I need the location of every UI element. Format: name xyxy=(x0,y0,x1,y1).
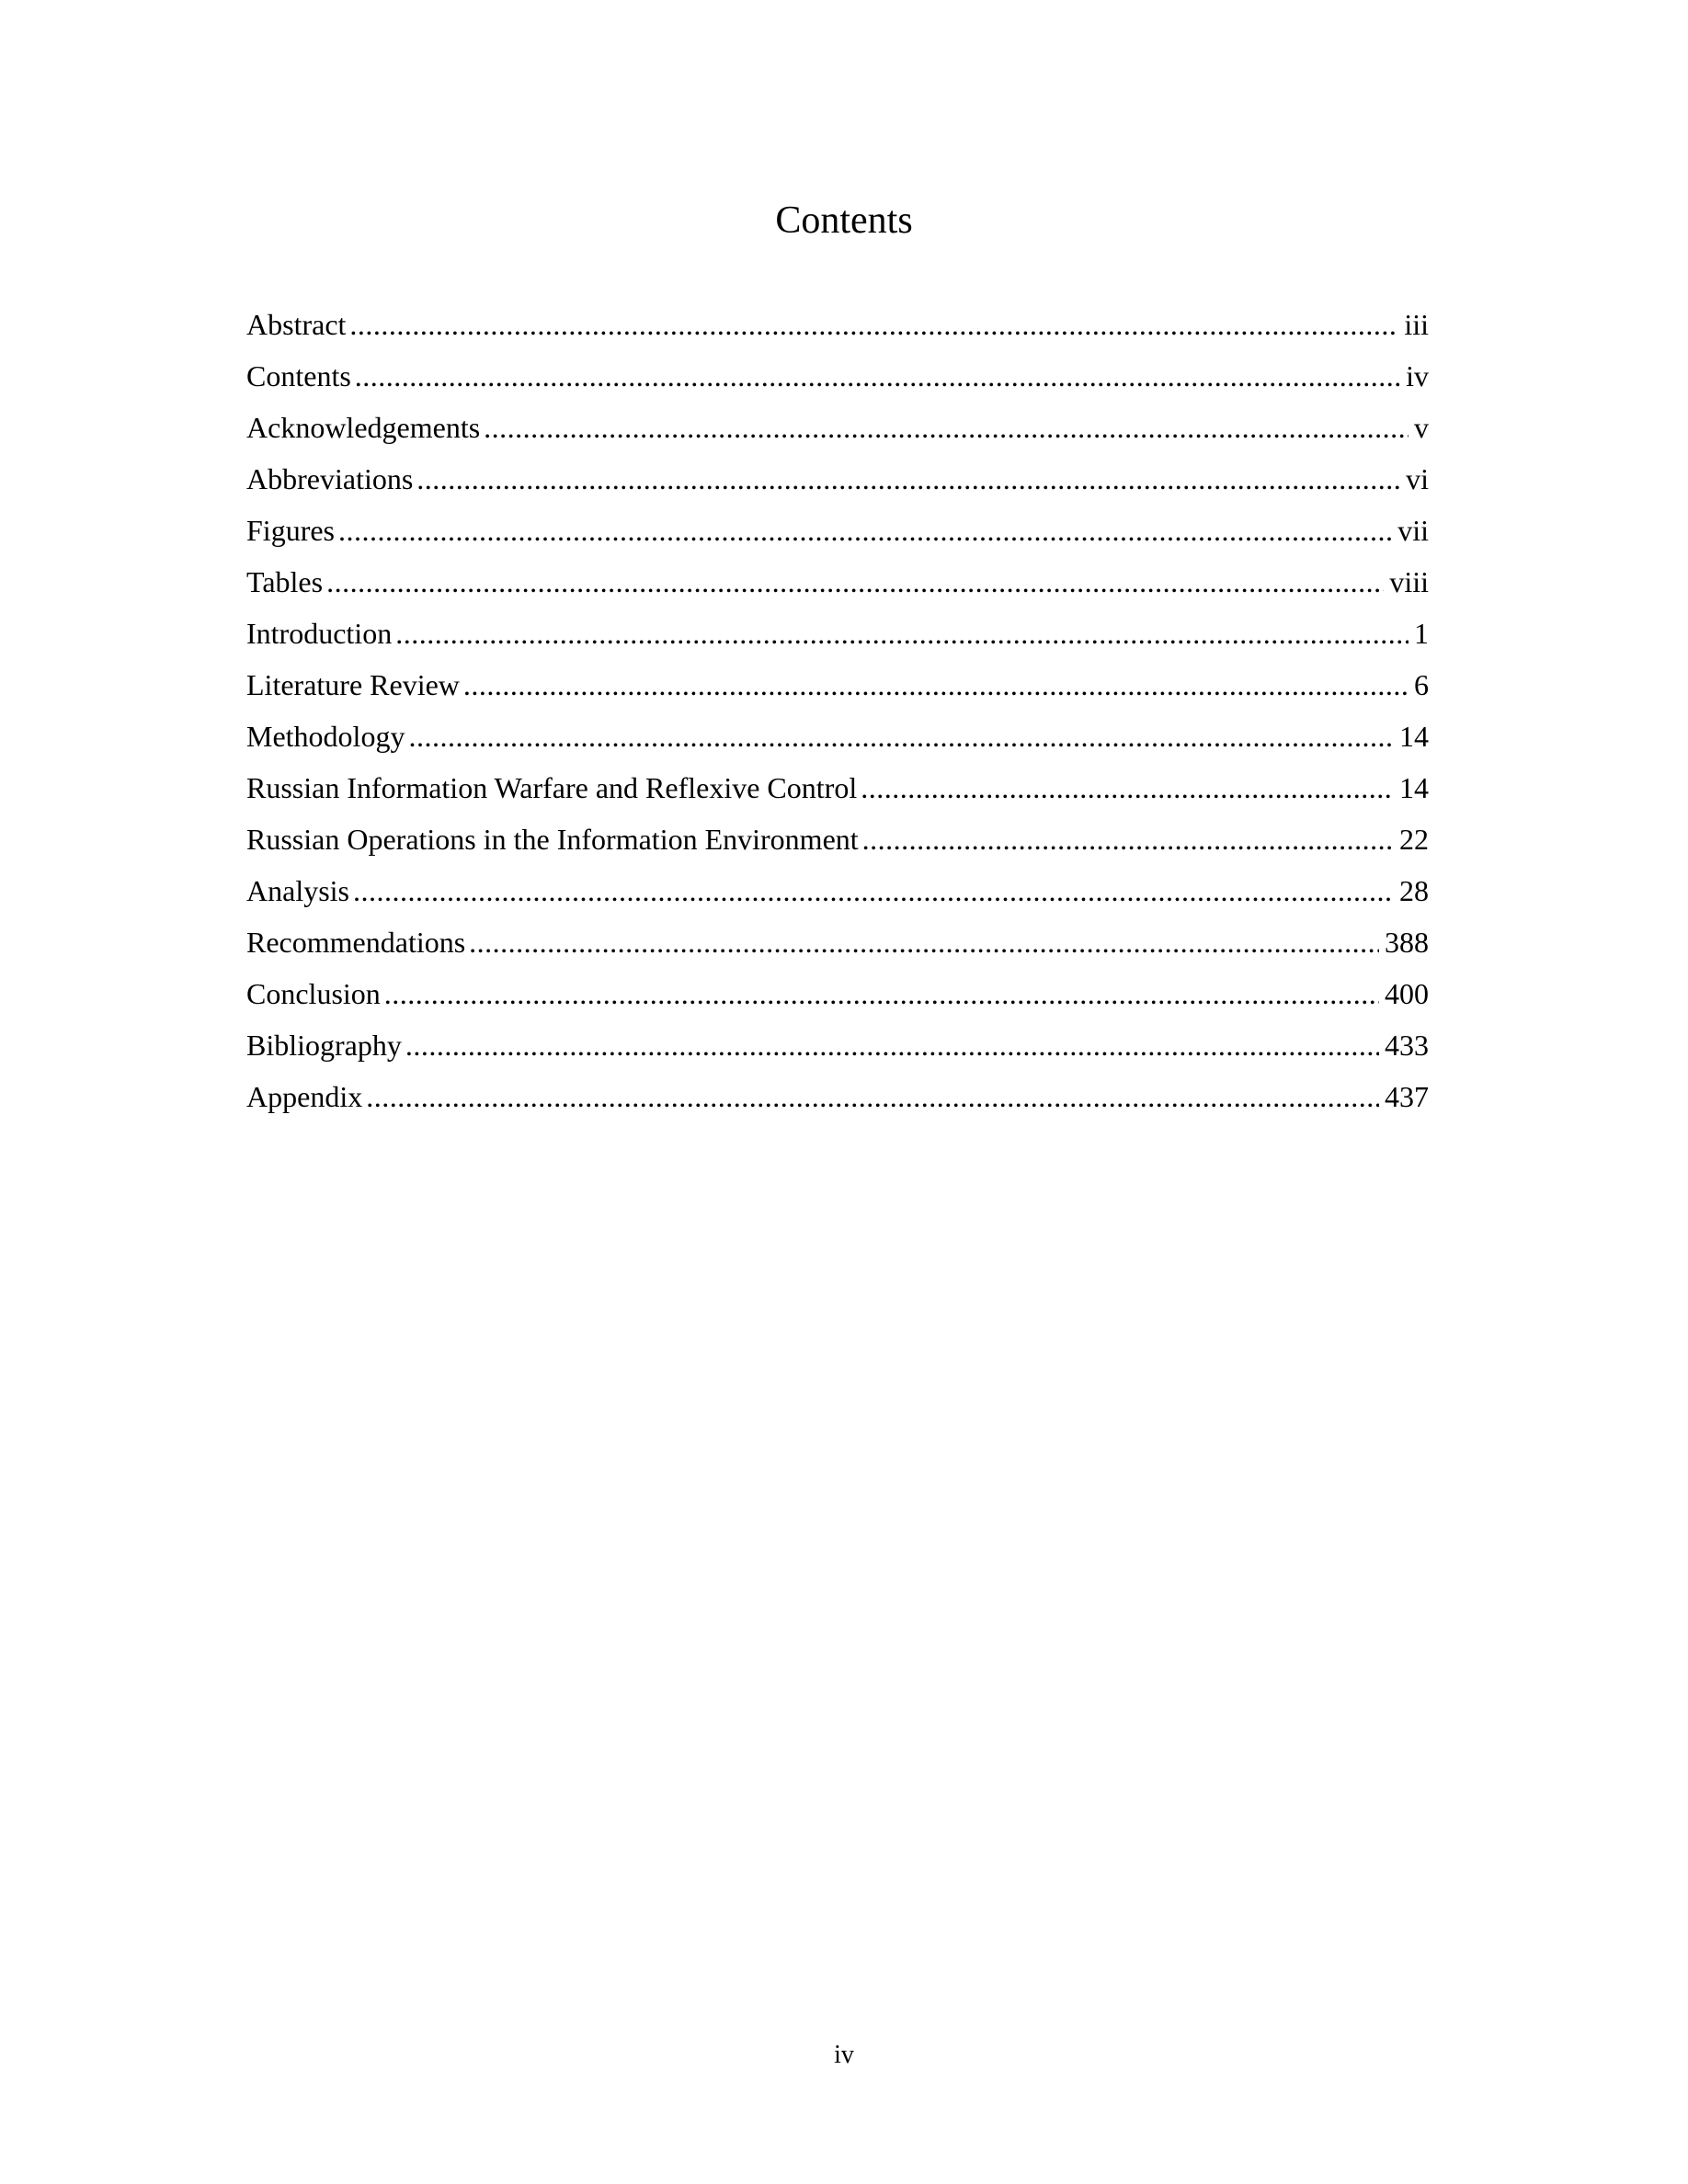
toc-entry[interactable] xyxy=(246,1025,1429,1076)
toc-dot-leader xyxy=(463,665,1409,705)
toc-dot-leader xyxy=(353,870,1394,911)
toc-entry-label: Abstract xyxy=(246,308,347,341)
toc-entry-page: 14 xyxy=(1399,720,1429,753)
toc-entry-label: Conclusion xyxy=(246,977,381,1010)
toc-entry-page: 28 xyxy=(1399,874,1429,907)
toc-entry-label: Acknowledgements xyxy=(246,411,481,444)
toc-entry[interactable] xyxy=(246,819,1429,870)
toc-entry-page: iv xyxy=(1406,359,1429,392)
toc-dot-leader xyxy=(349,304,1398,345)
toc-entry-page: 437 xyxy=(1385,1080,1429,1113)
page-number: iv xyxy=(834,2041,854,2069)
table-of-contents xyxy=(246,304,1429,1128)
toc-dot-leader xyxy=(416,459,1400,499)
toc-dot-leader xyxy=(395,613,1409,654)
toc-entry[interactable] xyxy=(246,716,1429,768)
toc-entry[interactable] xyxy=(246,1076,1429,1128)
toc-entry[interactable] xyxy=(246,562,1429,613)
toc-dot-leader xyxy=(469,922,1379,962)
toc-entry[interactable] xyxy=(246,613,1429,665)
toc-entry[interactable] xyxy=(246,870,1429,922)
toc-entry[interactable] xyxy=(246,973,1429,1025)
toc-entry-page: 14 xyxy=(1399,771,1429,804)
toc-dot-leader xyxy=(862,819,1394,859)
toc-entry-label: Recommendations xyxy=(246,926,466,959)
toc-dot-leader xyxy=(484,407,1409,448)
toc-dot-leader xyxy=(861,768,1394,808)
toc-dot-leader xyxy=(366,1076,1379,1117)
toc-entry[interactable] xyxy=(246,356,1429,407)
toc-entry-label: Tables xyxy=(246,565,324,598)
toc-entry-label: Analysis xyxy=(246,874,349,907)
toc-entry-page: 400 xyxy=(1385,977,1429,1010)
toc-entry-page: vi xyxy=(1406,462,1429,495)
toc-entry-page: 1 xyxy=(1414,617,1429,650)
toc-entry-label: Literature Review xyxy=(246,668,460,701)
toc-entry-label: Methodology xyxy=(246,720,405,753)
toc-entry-page: v xyxy=(1414,411,1429,444)
toc-entry[interactable] xyxy=(246,459,1429,510)
toc-entry-label: Russian Information Warfare and Reflexive Control xyxy=(246,771,858,804)
toc-entry-page: iii xyxy=(1404,308,1429,341)
toc-entry[interactable] xyxy=(246,304,1429,356)
toc-entry-label: Bibliography xyxy=(246,1029,402,1062)
toc-dot-leader xyxy=(355,356,1400,396)
toc-dot-leader xyxy=(338,510,1392,551)
toc-entry-page: viii xyxy=(1389,565,1429,598)
toc-entry-label: Russian Operations in the Information Environment xyxy=(246,823,859,856)
toc-entry[interactable] xyxy=(246,407,1429,459)
page-title: Contents xyxy=(775,199,913,242)
toc-dot-leader xyxy=(384,973,1379,1014)
toc-entry-page: 388 xyxy=(1385,926,1429,959)
toc-entry[interactable] xyxy=(246,768,1429,819)
toc-dot-leader xyxy=(326,562,1384,602)
toc-entry-label: Introduction xyxy=(246,617,393,650)
toc-entry-label: Abbreviations xyxy=(246,462,414,495)
toc-entry-page: vii xyxy=(1397,514,1429,547)
toc-entry-page: 433 xyxy=(1385,1029,1429,1062)
toc-entry[interactable] xyxy=(246,922,1429,973)
toc-dot-leader xyxy=(405,1025,1379,1065)
toc-entry[interactable] xyxy=(246,510,1429,562)
toc-entry-label: Contents xyxy=(246,359,351,392)
toc-entry-page: 22 xyxy=(1399,823,1429,856)
toc-entry[interactable] xyxy=(246,665,1429,716)
toc-dot-leader xyxy=(408,716,1394,756)
toc-entry-label: Figures xyxy=(246,514,335,547)
toc-entry-label: Appendix xyxy=(246,1080,363,1113)
toc-entry-page: 6 xyxy=(1414,668,1429,701)
